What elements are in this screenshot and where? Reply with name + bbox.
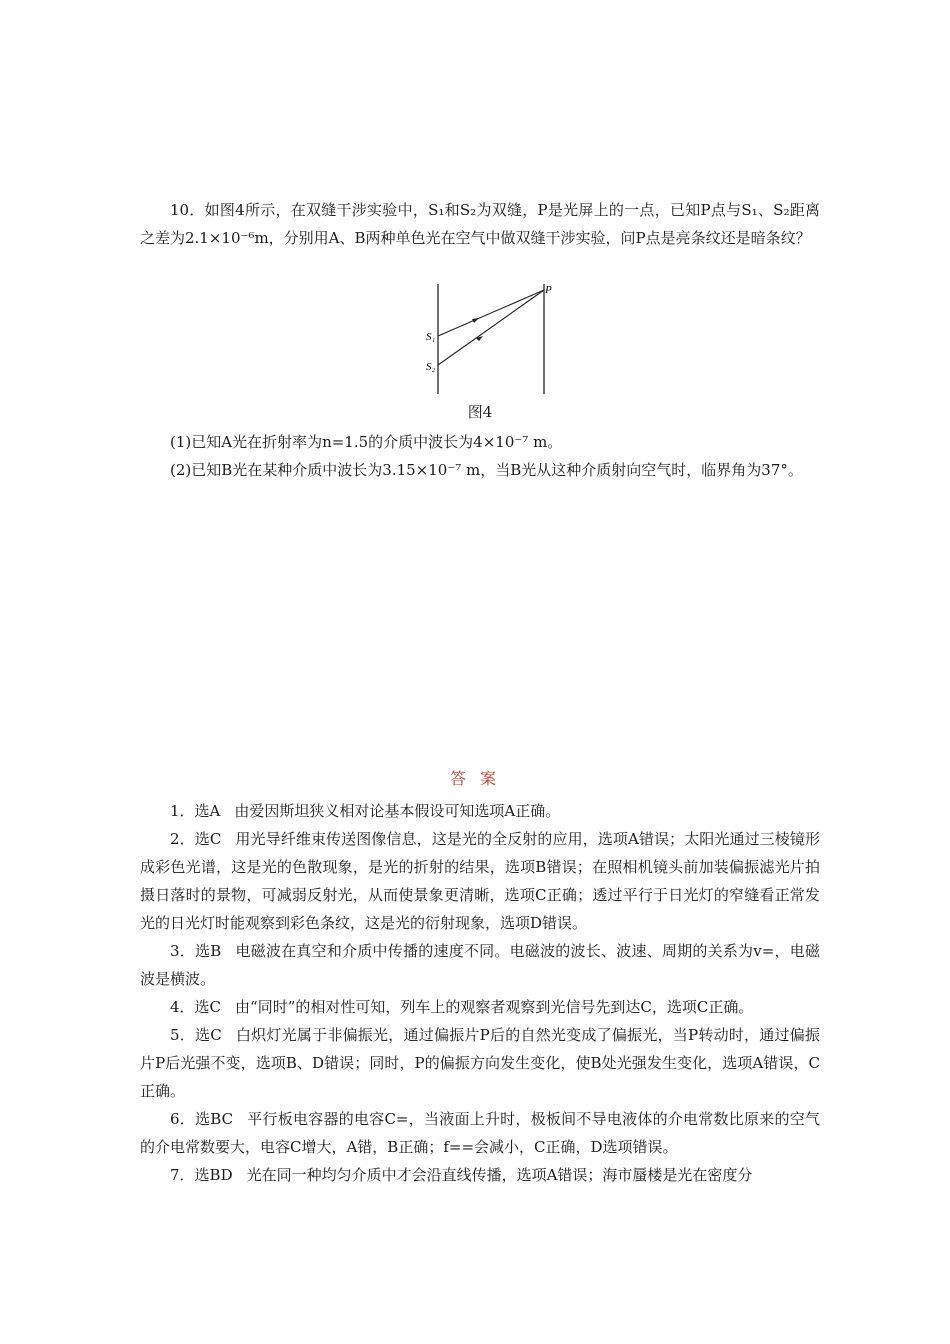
answer-item: [140, 993, 820, 1021]
answer-text: 由“同时”的相对性可知，列车上的观察者观察到光信号先到达C，选项C正确。: [235, 998, 754, 1016]
answer-item: [140, 1105, 820, 1161]
sub-question-1: (1)已知A光在折射率为n=1.5的介质中波长为4×10⁻⁷ m。: [170, 433, 563, 451]
answer-label: 7．选BD: [170, 1166, 233, 1184]
answer-item: [140, 937, 820, 993]
answer-label: 5．选C: [170, 1026, 222, 1044]
answers-list: [140, 797, 820, 1189]
double-slit-diagram: [410, 282, 550, 396]
answer-item: [140, 797, 820, 825]
answer-text: 用光导纤维束传送图像信息，这是光的全反射的应用，选项A错误；太阳光通过三棱镜形成彩色光谱，这是光的色散现象，是光的折射的结果，选项B错误；在照相机镜头前加装偏振滤光片拍摄日落时的景物，可减弱反射光，从而使景象更清晰，选项C正确；透过平行于日光灯的窄缝看正常发光的日光灯时能观察到彩色条纹，这是光的衍射现象，选项D错误。: [140, 830, 820, 932]
answer-text: 白炽灯光属于非偏振光，通过偏振片P后的自然光变成了偏振光，当P转动时，通过偏振片P后光强不变，选项B、D错误；同时，P的偏振方向发生变化，使B处光强发生变化，选项A错误，C正确。: [140, 1026, 820, 1100]
answer-label: 4．选C: [170, 998, 222, 1016]
label-s2: S₂: [426, 361, 436, 373]
answer-item: [140, 1161, 820, 1189]
label-p: P: [545, 284, 552, 296]
answer-item: [140, 825, 820, 937]
answer-text: 电磁波在真空和介质中传播的速度不同。电磁波的波长、波速、周期的关系为v=，电磁波是横波。: [140, 942, 821, 988]
question-10-stem: 10．如图4所示，在双缝干涉实验中，S₁和S₂为双缝，P是光屏上的一点，已知P点与S₁、S₂距离之差为2.1×10⁻⁶m，分别用A、B两种单色光在空气中做双缝干涉实验，问P点是亮条纹还是暗条纹？: [140, 201, 820, 247]
answer-label: 3．选B: [170, 942, 222, 960]
answer-label: 6．选BC: [170, 1110, 234, 1128]
ray-s1-p: [438, 290, 544, 336]
sub-question-2: (2)已知B光在某种介质中波长为3.15×10⁻⁷ m，当B光从这种介质射向空气时，临界角为37°。: [170, 461, 803, 479]
arrow-s1-icon: [472, 318, 479, 323]
sub-questions: [140, 428, 820, 484]
figure-caption: 图4: [467, 403, 493, 421]
answer-text: 平行板电容器的电容C=，当液面上升时，极板间不导电液体的介电常数比原来的空气的介电常数要大，电容C增大，A错，B正确；f==会减小，C正确，D选项错误。: [140, 1110, 820, 1156]
double-slit-figure: [410, 282, 550, 396]
answer-label: 2．选C: [170, 830, 222, 848]
answer-item: [140, 1021, 820, 1105]
answers-title: 答案: [449, 769, 510, 788]
answer-text: 光在同一种均匀介质中才会沿直线传播，选项A错误；海市蜃楼是光在密度分: [246, 1166, 753, 1184]
answer-label: 1．选A: [170, 802, 221, 820]
answer-text: 由爱因斯坦狭义相对论基本假设可知选项A正确。: [234, 802, 561, 820]
ray-s2-p: [438, 290, 544, 365]
label-s1: S₁: [426, 331, 436, 343]
